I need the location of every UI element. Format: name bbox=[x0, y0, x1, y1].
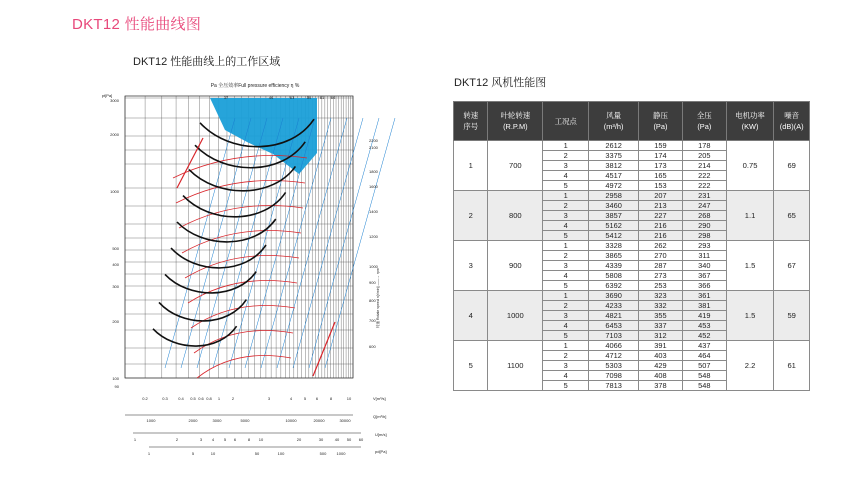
efficiency-tick: 64 bbox=[330, 95, 336, 100]
table-row bbox=[454, 241, 810, 251]
table-cell: 216 bbox=[639, 231, 683, 241]
table-row bbox=[454, 141, 810, 151]
efficiency-tick: 61 bbox=[319, 95, 325, 100]
table-cell: 6392 bbox=[589, 281, 639, 291]
u-tick-label: 10 bbox=[258, 437, 264, 442]
table-cell: 227 bbox=[639, 211, 683, 221]
table-cell: 1100 bbox=[488, 341, 543, 391]
table-cell: 61 bbox=[774, 341, 810, 391]
table-cell: 419 bbox=[682, 311, 726, 321]
pd-tick-label: 500 bbox=[319, 451, 327, 456]
table-cell: 437 bbox=[682, 341, 726, 351]
table-cell: 1 bbox=[543, 191, 589, 201]
v-tick-label: 10 bbox=[346, 396, 352, 401]
table-cell: 253 bbox=[639, 281, 683, 291]
table-cell: 4972 bbox=[589, 181, 639, 191]
chart-header: Pa 全压效率Full pressure efficiency η % bbox=[210, 83, 300, 89]
pd-tick-label: 1 bbox=[147, 451, 151, 456]
table-cell: 507 bbox=[682, 361, 726, 371]
table-cell: 5 bbox=[543, 381, 589, 391]
table-cell: 4233 bbox=[589, 301, 639, 311]
v-axis-unit: V[m³/s] bbox=[373, 396, 386, 401]
table-cell: 403 bbox=[639, 351, 683, 361]
rpm-tick-label: 2100 bbox=[369, 145, 378, 150]
table-cell: 3 bbox=[543, 311, 589, 321]
table-cell: 3812 bbox=[589, 161, 639, 171]
rpm-tick-label: 700 bbox=[369, 318, 376, 323]
table-cell: 173 bbox=[639, 161, 683, 171]
table-cell: 900 bbox=[488, 241, 543, 291]
table-cell: 1 bbox=[543, 141, 589, 151]
table-row bbox=[454, 291, 810, 301]
table-cell: 3 bbox=[543, 211, 589, 221]
rpm-tick-label: 900 bbox=[369, 280, 376, 285]
table-cell: 4339 bbox=[589, 261, 639, 271]
v-tick-label: 0.2 bbox=[142, 396, 148, 401]
table-cell: 3 bbox=[454, 241, 488, 291]
table-cell: 3375 bbox=[589, 151, 639, 161]
u-tick-label: 20 bbox=[296, 437, 302, 442]
efficiency-tick: 59 bbox=[306, 95, 312, 100]
table-cell: 355 bbox=[639, 311, 683, 321]
table-cell: 2.2 bbox=[726, 341, 774, 391]
table-header-cell: 工况点 bbox=[543, 102, 589, 141]
table-cell: 214 bbox=[682, 161, 726, 171]
v-tick-label: 1 bbox=[217, 396, 221, 401]
table-cell: 452 bbox=[682, 331, 726, 341]
rpm-tick-label: 1800 bbox=[369, 169, 378, 174]
page-title: DKT12 性能曲线图 bbox=[72, 16, 202, 33]
table-cell: 3328 bbox=[589, 241, 639, 251]
table-cell: 453 bbox=[682, 321, 726, 331]
v-tick-label: 6 bbox=[315, 396, 319, 401]
table-cell: 5 bbox=[543, 281, 589, 291]
table-group bbox=[454, 241, 810, 291]
u-axis-unit: U[m/s] bbox=[375, 432, 387, 437]
table-cell: 381 bbox=[682, 301, 726, 311]
table-cell: 4 bbox=[543, 171, 589, 181]
u-tick-label: 50 bbox=[346, 437, 352, 442]
table-cell: 207 bbox=[639, 191, 683, 201]
efficiency-tick: 61 bbox=[289, 95, 295, 100]
u-tick-label: 5 bbox=[223, 437, 227, 442]
table-cell: 429 bbox=[639, 361, 683, 371]
table-cell: 205 bbox=[682, 151, 726, 161]
table-cell: 332 bbox=[639, 301, 683, 311]
table-group bbox=[454, 141, 810, 191]
table-cell: 1000 bbox=[488, 291, 543, 341]
performance-curve-chart bbox=[85, 78, 385, 463]
y-tick-label: 1000 bbox=[110, 189, 119, 194]
table-cell: 4 bbox=[543, 271, 589, 281]
rpm-tick-label: 1000 bbox=[369, 264, 378, 269]
table-cell: 3857 bbox=[589, 211, 639, 221]
table-cell: 231 bbox=[682, 191, 726, 201]
u-tick-label: 4 bbox=[211, 437, 215, 442]
system-curve bbox=[194, 331, 293, 354]
table-cell: 5 bbox=[543, 331, 589, 341]
table-cell: 700 bbox=[488, 141, 543, 191]
table-cell: 2 bbox=[543, 151, 589, 161]
y-tick-label: 90 bbox=[114, 384, 119, 389]
table-cell: 1 bbox=[543, 341, 589, 351]
table-cell: 1.1 bbox=[726, 191, 774, 241]
table-cell: 153 bbox=[639, 181, 683, 191]
table-cell: 3460 bbox=[589, 201, 639, 211]
table-cell: 69 bbox=[774, 141, 810, 191]
v-tick-label: 2 bbox=[231, 396, 235, 401]
table-cell: 1 bbox=[543, 241, 589, 251]
y-tick-label: 400 bbox=[112, 262, 119, 267]
v-tick-label: 4 bbox=[289, 396, 293, 401]
table-cell: 2612 bbox=[589, 141, 639, 151]
table-cell: 216 bbox=[639, 221, 683, 231]
table-cell: 178 bbox=[682, 141, 726, 151]
efficiency-tick: 37 bbox=[223, 95, 229, 100]
v-tick-label: 0.3 bbox=[162, 396, 168, 401]
table-group bbox=[454, 291, 810, 341]
efficiency-tick: 44 bbox=[268, 95, 274, 100]
rpm-arrow bbox=[177, 138, 203, 188]
table-cell: 67 bbox=[774, 241, 810, 291]
rpm-tick-label: 2200 bbox=[369, 138, 378, 143]
table-cell: 0.75 bbox=[726, 141, 774, 191]
efficiency-line bbox=[325, 118, 395, 368]
y-tick-label: 500 bbox=[112, 246, 119, 251]
rpm-tick-label: 600 bbox=[369, 344, 376, 349]
table-cell: 1 bbox=[543, 291, 589, 301]
table-cell: 800 bbox=[488, 191, 543, 241]
table-header-cell: 转速 序号 bbox=[454, 102, 488, 141]
y-tick-label: 200 bbox=[112, 319, 119, 324]
system-curve bbox=[197, 356, 291, 379]
table-cell: 290 bbox=[682, 221, 726, 231]
q-tick-label: 30000 bbox=[339, 418, 351, 423]
v-tick-label: 0.6 bbox=[198, 396, 204, 401]
table-cell: 408 bbox=[639, 371, 683, 381]
table-cell: 65 bbox=[774, 191, 810, 241]
pd-tick-label: 100 bbox=[277, 451, 285, 456]
rpm-tick-label: 1200 bbox=[369, 234, 378, 239]
u-tick-label: 30 bbox=[318, 437, 324, 442]
pd-tick-label: 5 bbox=[191, 451, 195, 456]
table-cell: 4 bbox=[543, 321, 589, 331]
table-cell: 4517 bbox=[589, 171, 639, 181]
table-cell: 5 bbox=[543, 181, 589, 191]
table-cell: 2 bbox=[543, 351, 589, 361]
fan-curve bbox=[183, 192, 286, 216]
table-cell: 367 bbox=[682, 271, 726, 281]
table-cell: 1.5 bbox=[726, 291, 774, 341]
table-cell: 361 bbox=[682, 291, 726, 301]
table-cell: 5 bbox=[454, 341, 488, 391]
table-cell: 6453 bbox=[589, 321, 639, 331]
table-cell: 337 bbox=[639, 321, 683, 331]
pd-tick-label: 1000 bbox=[336, 451, 346, 456]
table-cell: 1 bbox=[454, 141, 488, 191]
table-cell: 270 bbox=[639, 251, 683, 261]
table-cell: 262 bbox=[639, 241, 683, 251]
table-cell: 159 bbox=[639, 141, 683, 151]
table-header-cell: 风量 (m³/h) bbox=[589, 102, 639, 141]
table-cell: 3865 bbox=[589, 251, 639, 261]
table-header-row bbox=[454, 102, 810, 141]
pd-axis-unit: pd[Pa] bbox=[375, 449, 387, 454]
table-cell: 4066 bbox=[589, 341, 639, 351]
efficiency-line bbox=[165, 118, 235, 368]
q-tick-label: 3000 bbox=[212, 418, 222, 423]
table-cell: 323 bbox=[639, 291, 683, 301]
u-tick-label: 8 bbox=[247, 437, 251, 442]
table-cell: 378 bbox=[639, 381, 683, 391]
table-cell: 5162 bbox=[589, 221, 639, 231]
q-tick-label: 5000 bbox=[240, 418, 250, 423]
table-cell: 4 bbox=[543, 221, 589, 231]
table-cell: 4712 bbox=[589, 351, 639, 361]
table-cell: 548 bbox=[682, 371, 726, 381]
table-cell: 287 bbox=[639, 261, 683, 271]
y-tick-label: 100 bbox=[112, 376, 119, 381]
chart-title: DKT12 性能曲线上的工作区域 bbox=[133, 56, 281, 68]
y-axis-unit: pt[Pa] bbox=[101, 93, 113, 98]
table-cell: 2 bbox=[543, 301, 589, 311]
table-cell: 7813 bbox=[589, 381, 639, 391]
table-header-cell: 噪音 (dB)(A) bbox=[774, 102, 810, 141]
table-cell: 2 bbox=[543, 201, 589, 211]
rpm-tick-label: 800 bbox=[369, 298, 376, 303]
system-curve bbox=[191, 306, 295, 329]
v-tick-label: 5 bbox=[303, 396, 307, 401]
table-cell: 293 bbox=[682, 241, 726, 251]
q-axis-unit: Q[m³/h] bbox=[373, 414, 387, 419]
u-tick-label: 40 bbox=[334, 437, 340, 442]
table-row bbox=[454, 341, 810, 351]
table-cell: 5303 bbox=[589, 361, 639, 371]
table-header-cell: 叶轮转速 (R.P.M) bbox=[488, 102, 543, 141]
q-tick-label: 2000 bbox=[188, 418, 198, 423]
table-cell: 273 bbox=[639, 271, 683, 281]
table-cell: 298 bbox=[682, 231, 726, 241]
table-cell: 165 bbox=[639, 171, 683, 181]
efficiency-line bbox=[181, 118, 251, 368]
table-cell: 2 bbox=[543, 251, 589, 261]
table-header-cell: 全压 (Pa) bbox=[682, 102, 726, 141]
q-tick-label: 1000 bbox=[146, 418, 156, 423]
u-tick-label: 60 bbox=[358, 437, 364, 442]
pd-tick-label: 50 bbox=[254, 451, 260, 456]
table-header-cell: 静压 (Pa) bbox=[639, 102, 683, 141]
system-curve bbox=[182, 231, 301, 254]
table-cell: 2 bbox=[454, 191, 488, 241]
u-tick-label: 1 bbox=[133, 437, 137, 442]
table-cell: 7098 bbox=[589, 371, 639, 381]
table-cell: 5412 bbox=[589, 231, 639, 241]
v-tick-label: 0.4 bbox=[178, 396, 184, 401]
v-tick-label: 3 bbox=[267, 396, 271, 401]
pd-tick-label: 10 bbox=[210, 451, 216, 456]
table-header-cell: 电机功率 (KW) bbox=[726, 102, 774, 141]
rpm-tick-label: 1400 bbox=[369, 209, 378, 214]
table-cell: 3 bbox=[543, 161, 589, 171]
table-cell: 311 bbox=[682, 251, 726, 261]
y-tick-label: 2000 bbox=[110, 132, 119, 137]
q-tick-label: 10000 bbox=[285, 418, 297, 423]
table-cell: 3690 bbox=[589, 291, 639, 301]
v-tick-label: 0.5 bbox=[190, 396, 196, 401]
table-cell: 268 bbox=[682, 211, 726, 221]
u-tick-label: 2 bbox=[175, 437, 179, 442]
rpm-axis-label: 转速 Rotate speed n[r/min] ——→ rpm bbox=[376, 268, 380, 328]
u-tick-label: 6 bbox=[233, 437, 237, 442]
y-tick-label: 300 bbox=[112, 284, 119, 289]
table-cell: 4 bbox=[454, 291, 488, 341]
table-cell: 59 bbox=[774, 291, 810, 341]
table-cell: 222 bbox=[682, 181, 726, 191]
q-tick-label: 20000 bbox=[313, 418, 325, 423]
system-curve bbox=[185, 256, 299, 279]
table-cell: 1.5 bbox=[726, 241, 774, 291]
table-title: DKT12 风机性能图 bbox=[454, 77, 547, 89]
rpm-tick-label: 1600 bbox=[369, 184, 378, 189]
chart-grid bbox=[125, 96, 361, 447]
y-tick-label: 3000 bbox=[110, 98, 119, 103]
u-tick-label: 3 bbox=[199, 437, 203, 442]
system-curve bbox=[176, 181, 305, 204]
v-tick-label: 0.8 bbox=[206, 396, 212, 401]
table-cell: 213 bbox=[639, 201, 683, 211]
table-cell: 4821 bbox=[589, 311, 639, 321]
table-cell: 3 bbox=[543, 361, 589, 371]
table-cell: 247 bbox=[682, 201, 726, 211]
fan-curve bbox=[159, 300, 246, 321]
table-cell: 464 bbox=[682, 351, 726, 361]
table-cell: 222 bbox=[682, 171, 726, 181]
table-cell: 7103 bbox=[589, 331, 639, 341]
table-cell: 3 bbox=[543, 261, 589, 271]
table-row bbox=[454, 191, 810, 201]
table-cell: 2958 bbox=[589, 191, 639, 201]
table-group bbox=[454, 191, 810, 241]
table-cell: 548 bbox=[682, 381, 726, 391]
v-tick-label: 8 bbox=[329, 396, 333, 401]
table-cell: 5808 bbox=[589, 271, 639, 281]
table-cell: 174 bbox=[639, 151, 683, 161]
table-cell: 312 bbox=[639, 331, 683, 341]
table-cell: 366 bbox=[682, 281, 726, 291]
table-cell: 4 bbox=[543, 371, 589, 381]
table-cell: 391 bbox=[639, 341, 683, 351]
table-cell: 5 bbox=[543, 231, 589, 241]
efficiency-line bbox=[309, 118, 379, 368]
table-cell: 340 bbox=[682, 261, 726, 271]
performance-table bbox=[453, 101, 810, 391]
table-group bbox=[454, 341, 810, 391]
